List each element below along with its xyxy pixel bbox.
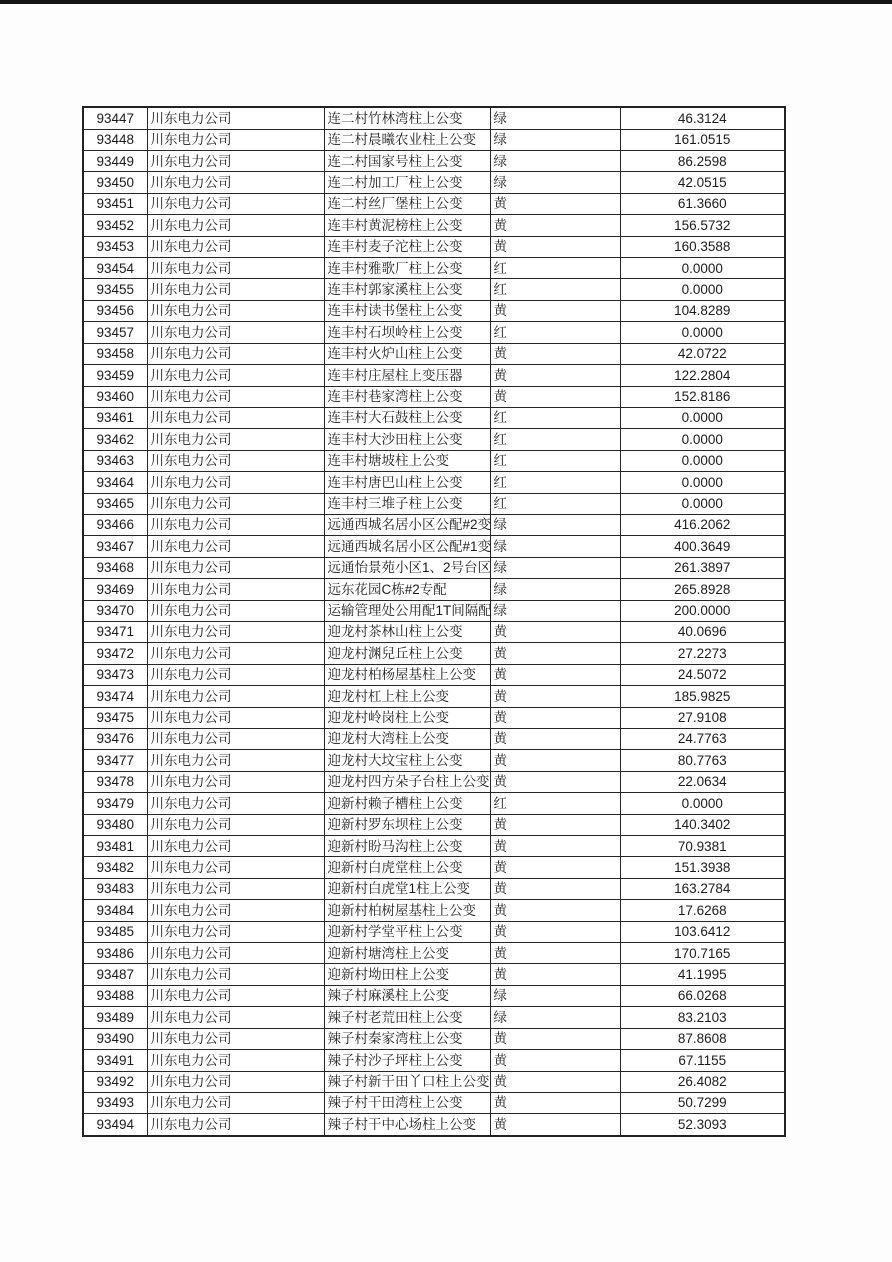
cell-record-id: 93452: [83, 215, 147, 236]
cell-status-color-label: 黄: [490, 964, 620, 985]
cell-load-value: 103.6412: [620, 921, 785, 942]
cell-record-id: 93454: [83, 258, 147, 279]
table-row: [83, 129, 785, 150]
cell-record-id: 93460: [83, 386, 147, 407]
cell-transformer-name: 迎新村白虎堂柱上公变: [324, 857, 490, 878]
cell-status-color-label: 黄: [490, 215, 620, 236]
cell-transformer-name: 连丰村大沙田柱上公变: [324, 429, 490, 450]
cell-record-id: 93490: [83, 1028, 147, 1049]
cell-company: 川东电力公司: [147, 857, 324, 878]
cell-record-id: 93476: [83, 729, 147, 750]
cell-record-id: 93478: [83, 771, 147, 792]
cell-load-value: 151.3938: [620, 857, 785, 878]
table-row: [83, 750, 785, 771]
cell-company: 川东电力公司: [147, 664, 324, 685]
cell-transformer-name: 远东花园C栋#2专配: [324, 579, 490, 600]
cell-company: 川东电力公司: [147, 1050, 324, 1071]
cell-transformer-name: 连丰村麦子沱柱上公变: [324, 236, 490, 257]
cell-record-id: 93484: [83, 900, 147, 921]
table-row: [83, 857, 785, 878]
cell-record-id: 93472: [83, 643, 147, 664]
table-row: [83, 151, 785, 172]
cell-load-value: 170.7165: [620, 943, 785, 964]
table-row: [83, 279, 785, 300]
cell-status-color-label: 绿: [490, 600, 620, 621]
cell-transformer-name: 迎新村坳田柱上公变: [324, 964, 490, 985]
cell-company: 川东电力公司: [147, 172, 324, 193]
cell-load-value: 66.0268: [620, 985, 785, 1006]
cell-record-id: 93481: [83, 836, 147, 857]
cell-record-id: 93447: [83, 107, 147, 129]
cell-record-id: 93482: [83, 857, 147, 878]
cell-record-id: 93450: [83, 172, 147, 193]
cell-company: 川东电力公司: [147, 1007, 324, 1028]
cell-transformer-name: 迎龙村大湾柱上公变: [324, 729, 490, 750]
cell-record-id: 93462: [83, 429, 147, 450]
table-row: [83, 643, 785, 664]
cell-status-color-label: 黄: [490, 707, 620, 728]
cell-transformer-name: 迎新村柏树屋基柱上公变: [324, 900, 490, 921]
cell-status-color-label: 绿: [490, 557, 620, 578]
cell-status-color-label: 黄: [490, 386, 620, 407]
cell-record-id: 93491: [83, 1050, 147, 1071]
cell-transformer-name: 连丰村石坝岭柱上公变: [324, 322, 490, 343]
cell-company: 川东电力公司: [147, 579, 324, 600]
cell-load-value: 83.2103: [620, 1007, 785, 1028]
table-row: [83, 343, 785, 364]
cell-transformer-name: 连丰村雅歌厂柱上公变: [324, 258, 490, 279]
cell-record-id: 93473: [83, 664, 147, 685]
table-row: [83, 814, 785, 835]
table-row: [83, 729, 785, 750]
cell-load-value: 200.0000: [620, 600, 785, 621]
table-row: [83, 429, 785, 450]
cell-company: 川东电力公司: [147, 514, 324, 535]
table-row: [83, 878, 785, 899]
cell-load-value: 27.9108: [620, 707, 785, 728]
cell-record-id: 93461: [83, 407, 147, 428]
table-row: [83, 600, 785, 621]
cell-transformer-name: 连二村晨曦农业柱上公变: [324, 129, 490, 150]
cell-record-id: 93487: [83, 964, 147, 985]
table-row: [83, 579, 785, 600]
table-row: [83, 536, 785, 557]
cell-transformer-name: 迎新村学堂平柱上公变: [324, 921, 490, 942]
cell-load-value: 0.0000: [620, 793, 785, 814]
cell-status-color-label: 绿: [490, 151, 620, 172]
cell-load-value: 160.3588: [620, 236, 785, 257]
cell-load-value: 185.9825: [620, 686, 785, 707]
cell-company: 川东电力公司: [147, 557, 324, 578]
table-row: [83, 921, 785, 942]
transformer-records-table: [82, 106, 786, 1137]
cell-company: 川东电力公司: [147, 386, 324, 407]
cell-status-color-label: 红: [490, 450, 620, 471]
cell-status-color-label: 黄: [490, 193, 620, 214]
cell-company: 川东电力公司: [147, 750, 324, 771]
cell-record-id: 93466: [83, 514, 147, 535]
cell-transformer-name: 辣子村干田湾柱上公变: [324, 1092, 490, 1113]
table-row: [83, 1028, 785, 1049]
top-edge-bar: [0, 0, 892, 4]
cell-load-value: 80.7763: [620, 750, 785, 771]
cell-load-value: 87.8608: [620, 1028, 785, 1049]
cell-record-id: 93494: [83, 1114, 147, 1136]
cell-status-color-label: 黄: [490, 1092, 620, 1113]
cell-load-value: 0.0000: [620, 472, 785, 493]
cell-company: 川东电力公司: [147, 493, 324, 514]
table-row: [83, 514, 785, 535]
cell-status-color-label: 红: [490, 407, 620, 428]
cell-transformer-name: 连二村竹林湾柱上公变: [324, 107, 490, 129]
cell-company: 川东电力公司: [147, 643, 324, 664]
cell-load-value: 27.2273: [620, 643, 785, 664]
cell-company: 川东电力公司: [147, 343, 324, 364]
table-row: [83, 900, 785, 921]
cell-status-color-label: 绿: [490, 514, 620, 535]
table-row: [83, 365, 785, 386]
table-row: [83, 686, 785, 707]
table-row: [83, 493, 785, 514]
cell-company: 川东电力公司: [147, 107, 324, 129]
cell-transformer-name: 连丰村郭家溪柱上公变: [324, 279, 490, 300]
cell-load-value: 26.4082: [620, 1071, 785, 1092]
cell-load-value: 70.9381: [620, 836, 785, 857]
cell-transformer-name: 迎龙村大坟宝柱上公变: [324, 750, 490, 771]
cell-load-value: 67.1155: [620, 1050, 785, 1071]
cell-company: 川东电力公司: [147, 686, 324, 707]
table-row: [83, 1050, 785, 1071]
cell-transformer-name: 迎新村盼马沟柱上公变: [324, 836, 490, 857]
cell-record-id: 93475: [83, 707, 147, 728]
cell-transformer-name: 连丰村黄泥榜柱上公变: [324, 215, 490, 236]
cell-company: 川东电力公司: [147, 322, 324, 343]
cell-transformer-name: 迎新村赖子槽柱上公变: [324, 793, 490, 814]
cell-company: 川东电力公司: [147, 964, 324, 985]
cell-status-color-label: 黄: [490, 750, 620, 771]
cell-record-id: 93455: [83, 279, 147, 300]
cell-status-color-label: 黄: [490, 643, 620, 664]
cell-transformer-name: 连二村加工厂柱上公变: [324, 172, 490, 193]
cell-transformer-name: 连丰村读书堡柱上公变: [324, 300, 490, 321]
cell-transformer-name: 迎新村塘湾柱上公变: [324, 943, 490, 964]
cell-load-value: 122.2804: [620, 365, 785, 386]
cell-company: 川东电力公司: [147, 129, 324, 150]
cell-record-id: 93467: [83, 536, 147, 557]
cell-record-id: 93456: [83, 300, 147, 321]
table-row: [83, 1071, 785, 1092]
cell-status-color-label: 红: [490, 793, 620, 814]
cell-record-id: 93477: [83, 750, 147, 771]
cell-status-color-label: 红: [490, 493, 620, 514]
table-row: [83, 664, 785, 685]
cell-status-color-label: 黄: [490, 857, 620, 878]
cell-load-value: 24.7763: [620, 729, 785, 750]
cell-company: 川东电力公司: [147, 878, 324, 899]
table-row: [83, 107, 785, 129]
cell-transformer-name: 辣子村干中心场柱上公变: [324, 1114, 490, 1136]
cell-company: 川东电力公司: [147, 1028, 324, 1049]
cell-record-id: 93464: [83, 472, 147, 493]
cell-transformer-name: 连丰村三堆子柱上公变: [324, 493, 490, 514]
cell-record-id: 93469: [83, 579, 147, 600]
table-row: [83, 557, 785, 578]
table-row: [83, 322, 785, 343]
cell-status-color-label: 黄: [490, 1050, 620, 1071]
table-row: [83, 472, 785, 493]
cell-record-id: 93470: [83, 600, 147, 621]
cell-status-color-label: 黄: [490, 943, 620, 964]
cell-status-color-label: 红: [490, 322, 620, 343]
cell-record-id: 93483: [83, 878, 147, 899]
cell-company: 川东电力公司: [147, 450, 324, 471]
cell-load-value: 0.0000: [620, 450, 785, 471]
cell-transformer-name: 迎龙村杠上柱上公变: [324, 686, 490, 707]
table-row: [83, 1007, 785, 1028]
cell-load-value: 42.0722: [620, 343, 785, 364]
cell-record-id: 93485: [83, 921, 147, 942]
cell-company: 川东电力公司: [147, 814, 324, 835]
cell-record-id: 93486: [83, 943, 147, 964]
cell-load-value: 161.0515: [620, 129, 785, 150]
cell-status-color-label: 黄: [490, 300, 620, 321]
cell-company: 川东电力公司: [147, 1071, 324, 1092]
cell-load-value: 265.8928: [620, 579, 785, 600]
cell-status-color-label: 红: [490, 429, 620, 450]
cell-load-value: 17.6268: [620, 900, 785, 921]
cell-transformer-name: 辣子村新干田丫口柱上公变: [324, 1071, 490, 1092]
cell-status-color-label: 黄: [490, 365, 620, 386]
cell-status-color-label: 绿: [490, 579, 620, 600]
cell-load-value: 24.5072: [620, 664, 785, 685]
cell-load-value: 416.2062: [620, 514, 785, 535]
cell-status-color-label: 黄: [490, 771, 620, 792]
cell-load-value: 0.0000: [620, 429, 785, 450]
cell-record-id: 93465: [83, 493, 147, 514]
cell-company: 川东电力公司: [147, 365, 324, 386]
cell-company: 川东电力公司: [147, 215, 324, 236]
cell-record-id: 93449: [83, 151, 147, 172]
cell-transformer-name: 连丰村巷家湾柱上公变: [324, 386, 490, 407]
cell-status-color-label: 绿: [490, 129, 620, 150]
cell-record-id: 93448: [83, 129, 147, 150]
cell-status-color-label: 红: [490, 472, 620, 493]
cell-transformer-name: 辣子村老荒田柱上公变: [324, 1007, 490, 1028]
cell-company: 川东电力公司: [147, 836, 324, 857]
cell-load-value: 41.1995: [620, 964, 785, 985]
cell-company: 川东电力公司: [147, 600, 324, 621]
cell-status-color-label: 黄: [490, 621, 620, 642]
cell-status-color-label: 黄: [490, 814, 620, 835]
table-row: [83, 386, 785, 407]
cell-company: 川东电力公司: [147, 985, 324, 1006]
cell-load-value: 0.0000: [620, 279, 785, 300]
cell-transformer-name: 连二村国家号柱上公变: [324, 151, 490, 172]
table-row: [83, 707, 785, 728]
cell-transformer-name: 辣子村秦家湾柱上公变: [324, 1028, 490, 1049]
cell-record-id: 93488: [83, 985, 147, 1006]
cell-load-value: 86.2598: [620, 151, 785, 172]
cell-record-id: 93471: [83, 621, 147, 642]
cell-company: 川东电力公司: [147, 707, 324, 728]
cell-company: 川东电力公司: [147, 151, 324, 172]
table-row: [83, 793, 785, 814]
table-row: [83, 1092, 785, 1113]
cell-record-id: 93463: [83, 450, 147, 471]
cell-transformer-name: 迎龙村柏杨屋基柱上公变: [324, 664, 490, 685]
cell-company: 川东电力公司: [147, 900, 324, 921]
table-row: [83, 193, 785, 214]
cell-load-value: 46.3124: [620, 107, 785, 129]
cell-load-value: 156.5732: [620, 215, 785, 236]
cell-status-color-label: 黄: [490, 686, 620, 707]
cell-transformer-name: 连丰村火炉山柱上公变: [324, 343, 490, 364]
cell-record-id: 93458: [83, 343, 147, 364]
cell-status-color-label: 绿: [490, 107, 620, 129]
cell-status-color-label: 黄: [490, 1028, 620, 1049]
cell-status-color-label: 绿: [490, 536, 620, 557]
cell-record-id: 93489: [83, 1007, 147, 1028]
cell-company: 川东电力公司: [147, 943, 324, 964]
table-row: [83, 964, 785, 985]
cell-record-id: 93493: [83, 1092, 147, 1113]
cell-status-color-label: 绿: [490, 172, 620, 193]
cell-company: 川东电力公司: [147, 729, 324, 750]
cell-status-color-label: 黄: [490, 900, 620, 921]
table-row: [83, 236, 785, 257]
cell-status-color-label: 黄: [490, 1114, 620, 1136]
cell-status-color-label: 黄: [490, 836, 620, 857]
cell-load-value: 261.3897: [620, 557, 785, 578]
cell-status-color-label: 黄: [490, 1071, 620, 1092]
cell-load-value: 0.0000: [620, 493, 785, 514]
table-row: [83, 943, 785, 964]
table-row: [83, 407, 785, 428]
table-row: [83, 621, 785, 642]
cell-record-id: 93474: [83, 686, 147, 707]
cell-record-id: 93453: [83, 236, 147, 257]
cell-load-value: 50.7299: [620, 1092, 785, 1113]
cell-status-color-label: 黄: [490, 664, 620, 685]
cell-transformer-name: 连丰村大石鼓柱上公变: [324, 407, 490, 428]
cell-transformer-name: 连二村丝厂堡柱上公变: [324, 193, 490, 214]
cell-transformer-name: 运输管理处公用配1T间隔配: [324, 600, 490, 621]
cell-company: 川东电力公司: [147, 300, 324, 321]
cell-transformer-name: 远通西城名居小区公配#1变: [324, 536, 490, 557]
cell-load-value: 163.2784: [620, 878, 785, 899]
cell-status-color-label: 黄: [490, 921, 620, 942]
cell-company: 川东电力公司: [147, 793, 324, 814]
cell-transformer-name: 迎龙村四方朵子台柱上公变: [324, 771, 490, 792]
cell-company: 川东电力公司: [147, 407, 324, 428]
cell-company: 川东电力公司: [147, 771, 324, 792]
cell-record-id: 93480: [83, 814, 147, 835]
cell-company: 川东电力公司: [147, 429, 324, 450]
table-row: [83, 258, 785, 279]
cell-record-id: 93492: [83, 1071, 147, 1092]
cell-load-value: 140.3402: [620, 814, 785, 835]
cell-load-value: 400.3649: [620, 536, 785, 557]
table-row: [83, 172, 785, 193]
cell-company: 川东电力公司: [147, 258, 324, 279]
cell-status-color-label: 黄: [490, 343, 620, 364]
cell-transformer-name: 远通西城名居小区公配#2变: [324, 514, 490, 535]
cell-transformer-name: 迎龙村茶林山柱上公变: [324, 621, 490, 642]
cell-record-id: 93459: [83, 365, 147, 386]
cell-status-color-label: 黄: [490, 878, 620, 899]
cell-transformer-name: 迎新村白虎堂1柱上公变: [324, 878, 490, 899]
cell-load-value: 42.0515: [620, 172, 785, 193]
cell-company: 川东电力公司: [147, 1092, 324, 1113]
cell-record-id: 93468: [83, 557, 147, 578]
cell-company: 川东电力公司: [147, 921, 324, 942]
cell-record-id: 93457: [83, 322, 147, 343]
cell-transformer-name: 辣子村麻溪柱上公变: [324, 985, 490, 1006]
cell-status-color-label: 绿: [490, 1007, 620, 1028]
table-row: [83, 985, 785, 1006]
cell-status-color-label: 红: [490, 279, 620, 300]
cell-status-color-label: 黄: [490, 729, 620, 750]
cell-transformer-name: 迎龙村岭岗柱上公变: [324, 707, 490, 728]
cell-transformer-name: 远通怡景苑小区1、2号台区: [324, 557, 490, 578]
table-row: [83, 836, 785, 857]
table-row: [83, 1114, 785, 1136]
cell-load-value: 0.0000: [620, 407, 785, 428]
cell-status-color-label: 绿: [490, 985, 620, 1006]
cell-load-value: 0.0000: [620, 258, 785, 279]
cell-company: 川东电力公司: [147, 621, 324, 642]
cell-load-value: 40.0696: [620, 621, 785, 642]
cell-load-value: 104.8289: [620, 300, 785, 321]
cell-load-value: 152.8186: [620, 386, 785, 407]
cell-transformer-name: 辣子村沙子坪柱上公变: [324, 1050, 490, 1071]
table-row: [83, 450, 785, 471]
cell-transformer-name: 连丰村唐巴山柱上公变: [324, 472, 490, 493]
cell-company: 川东电力公司: [147, 236, 324, 257]
cell-company: 川东电力公司: [147, 1114, 324, 1136]
cell-status-color-label: 红: [490, 258, 620, 279]
cell-transformer-name: 迎龙村渊兒丘柱上公变: [324, 643, 490, 664]
cell-status-color-label: 黄: [490, 236, 620, 257]
cell-transformer-name: 连丰村塘坡柱上公变: [324, 450, 490, 471]
cell-company: 川东电力公司: [147, 193, 324, 214]
table-row: [83, 215, 785, 236]
cell-record-id: 93451: [83, 193, 147, 214]
table-row: [83, 300, 785, 321]
cell-transformer-name: 连丰村庄屋柱上变压器: [324, 365, 490, 386]
cell-company: 川东电力公司: [147, 279, 324, 300]
table-row: [83, 771, 785, 792]
cell-load-value: 22.0634: [620, 771, 785, 792]
cell-company: 川东电力公司: [147, 472, 324, 493]
cell-transformer-name: 迎新村罗东坝柱上公变: [324, 814, 490, 835]
cell-load-value: 0.0000: [620, 322, 785, 343]
cell-record-id: 93479: [83, 793, 147, 814]
cell-load-value: 61.3660: [620, 193, 785, 214]
cell-company: 川东电力公司: [147, 536, 324, 557]
cell-load-value: 52.3093: [620, 1114, 785, 1136]
table-body: [83, 107, 785, 1136]
